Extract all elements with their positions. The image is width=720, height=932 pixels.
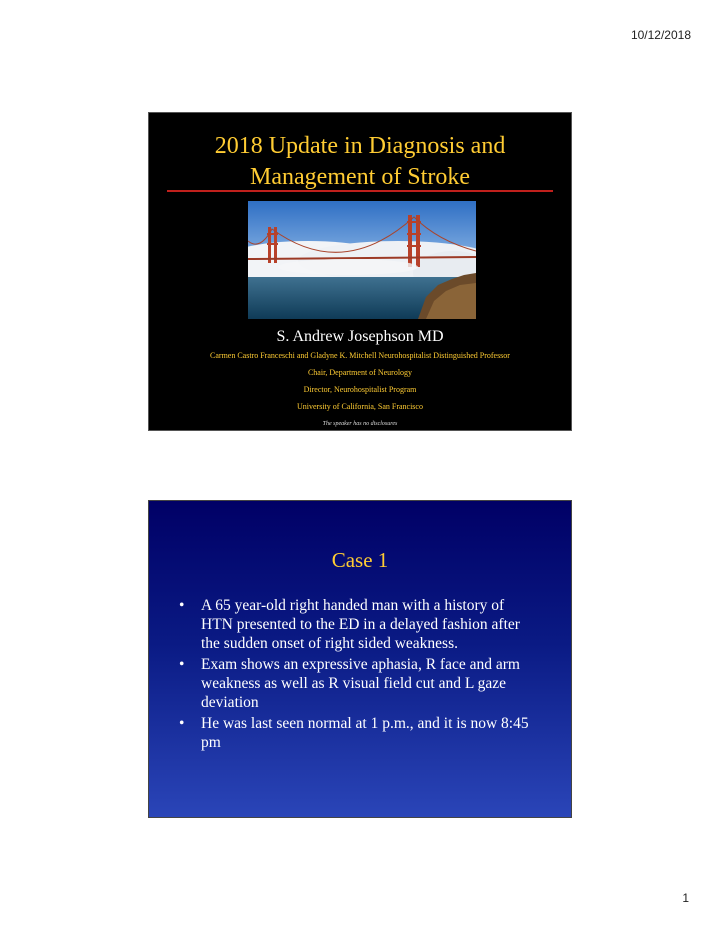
title-divider	[167, 190, 553, 192]
bullet-glyph: •	[179, 656, 185, 673]
slide-title-line-1: 2018 Update in Diagnosis and	[214, 133, 506, 159]
case-slide	[148, 500, 572, 818]
golden-gate-bridge-photo	[248, 201, 476, 319]
list-item	[177, 596, 537, 653]
bullet-glyph: •	[179, 597, 185, 614]
speaker-university: University of California, San Francisco	[297, 402, 423, 411]
bullet-glyph: •	[179, 715, 185, 732]
speaker-title: Carmen Castro Franceschi and Gladyne K. Mitchell Neurohospitalist Distinguished Professor	[210, 351, 510, 360]
page-number: 1	[682, 891, 689, 905]
case-bullet-list	[177, 596, 537, 754]
bullet-text: Exam shows an expressive aphasia, R face and arm weakness as well as R visual field cut and L gaze deviation	[201, 656, 520, 711]
title-slide	[148, 112, 572, 431]
slide-title-line-2: Management of Stroke	[250, 164, 470, 190]
case-title: Case 1	[331, 548, 389, 572]
bullet-text: He was last seen normal at 1 p.m., and it is now 8:45 pm	[201, 715, 529, 751]
header-date: 10/12/2018	[630, 28, 691, 42]
bullet-text: A 65 year-old right handed man with a history of HTN presented to the ED in a delayed fashion after the sudden onset of right sided weakness.	[201, 597, 520, 652]
list-item	[177, 655, 537, 712]
speaker-name: S. Andrew Josephson MD	[276, 328, 444, 345]
slide-title	[149, 131, 571, 193]
speaker-director: Director, Neurohospitalist Program	[303, 385, 417, 394]
list-item	[177, 714, 537, 752]
speaker-chair: Chair, Department of Neurology	[307, 368, 413, 377]
disclosure-note: The speaker has no disclosures	[322, 421, 398, 427]
